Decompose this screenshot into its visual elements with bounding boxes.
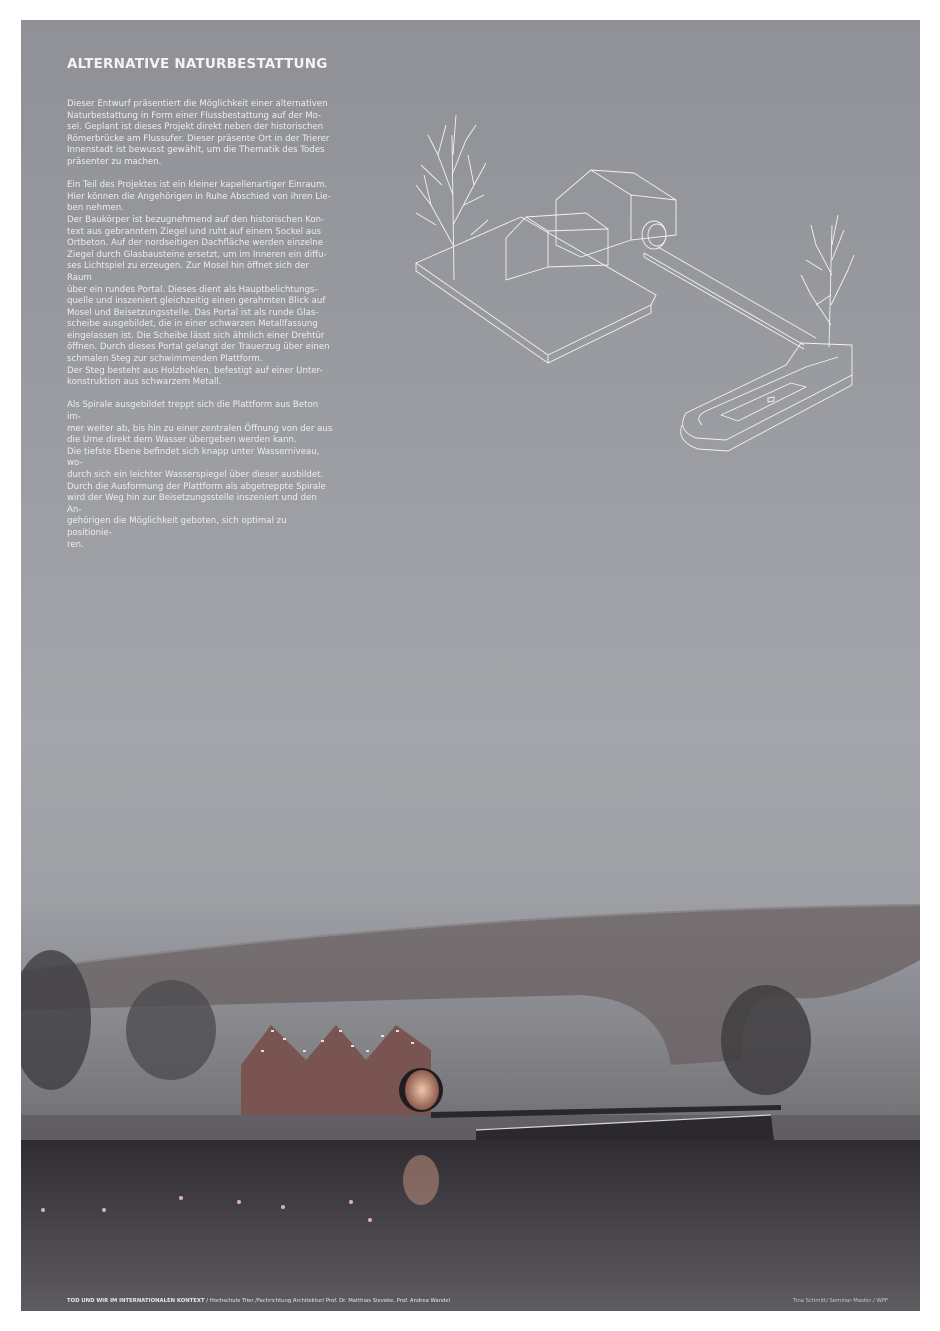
tree-left-icon xyxy=(416,115,488,280)
footer-course-title: TOD UND WIR IM INTERNATIONALEN KONTEXT xyxy=(67,1298,205,1304)
paragraph-platform: Als Spirale ausgebildet treppt sich die Plattform aus Beton im- mer weiter ab, bis hin zu einer zentralen Öffnung von der aus die Urne direkt dem Wasser übergeben werden kann. Die tiefste Ebene befindet sich knapp unter Wasserniveau, wo- durch sich ein leichter Wasserspiegel über dieser ausbildet. Durch die Ausformung der Plattform als abgetreppte Spirale wird der Weg hin zur Beisetzungsstelle inszeniert und den An- gehörigen die Möglichkeit geboten, sich optimal zu positionie- ren. xyxy=(67,400,333,550)
description-text xyxy=(67,99,333,563)
paragraph-chapel: Ein Teil des Projektes ist ein kleiner kapellenartiger Einraum. Hier können die Angehörigen in Ruhe Abschied von ihren Lie- ben nehmen. Der Baukörper ist bezugnehmend auf den historischen Kon- text aus gebranntem Ziegel und ruht auf einem Sockel aus Ortbeton. Auf der nordseitigen Dachfläche werden einzelne Ziegel durch Glasbausteine ersetzt, um im Inneren ein diffu- ses Lichtspiel zu erzeugen. Zur Mosel hin öffnet sich der Raum über ein rundes Portal. Dieses dient als Hauptbelichtungs- quelle und inszeniert gleichzeitig einen gerahmten Blick auf Mosel und Beisetzungsstelle. Das Portal ist als runde Glas- scheibe ausgebildet, die in einer schwarzen Metallfassung eingelassen ist. Die Scheibe lässt sich ähnlich einer Drehtür öffnen. Durch dieses Portal gelangt der Trauerzug über einen schmalen Steg zur schwimmenden Plattform. Der Steg besteht aus Holzbohlen, befestigt auf einer Unter- konstruktion aus schwarzem Metall. xyxy=(67,180,331,388)
paragraph-intro: Dieser Entwurf präsentiert die Möglichkeit einer alternativen Naturbestattung in Form einer Flussbestattung auf der Mo- sel. Geplant ist dieses Projekt direkt neben der historischen Römerbrücke am Flussufer. Dieser präsente Ort in der Trierer Innenstadt ist bewusst gewählt, um die Thematik des Todes präsenter zu machen. xyxy=(67,99,330,167)
poster-title: ALTERNATIVE NATURBESTATTUNG xyxy=(67,56,328,72)
footer-institution: / Hochschule Trier /Fachrichtung Architektur/ Prof. Dr. Matthias Sieveke, Prof. Andrea Wandel xyxy=(204,1298,451,1304)
footer-author: Tina Schmitt/ Seminar Master / WPF xyxy=(792,1298,888,1304)
footer-credits xyxy=(67,1298,450,1304)
poster xyxy=(21,20,920,1311)
isometric-drawing xyxy=(376,95,856,465)
river-render xyxy=(21,900,920,1311)
tree-right-icon xyxy=(801,215,854,347)
